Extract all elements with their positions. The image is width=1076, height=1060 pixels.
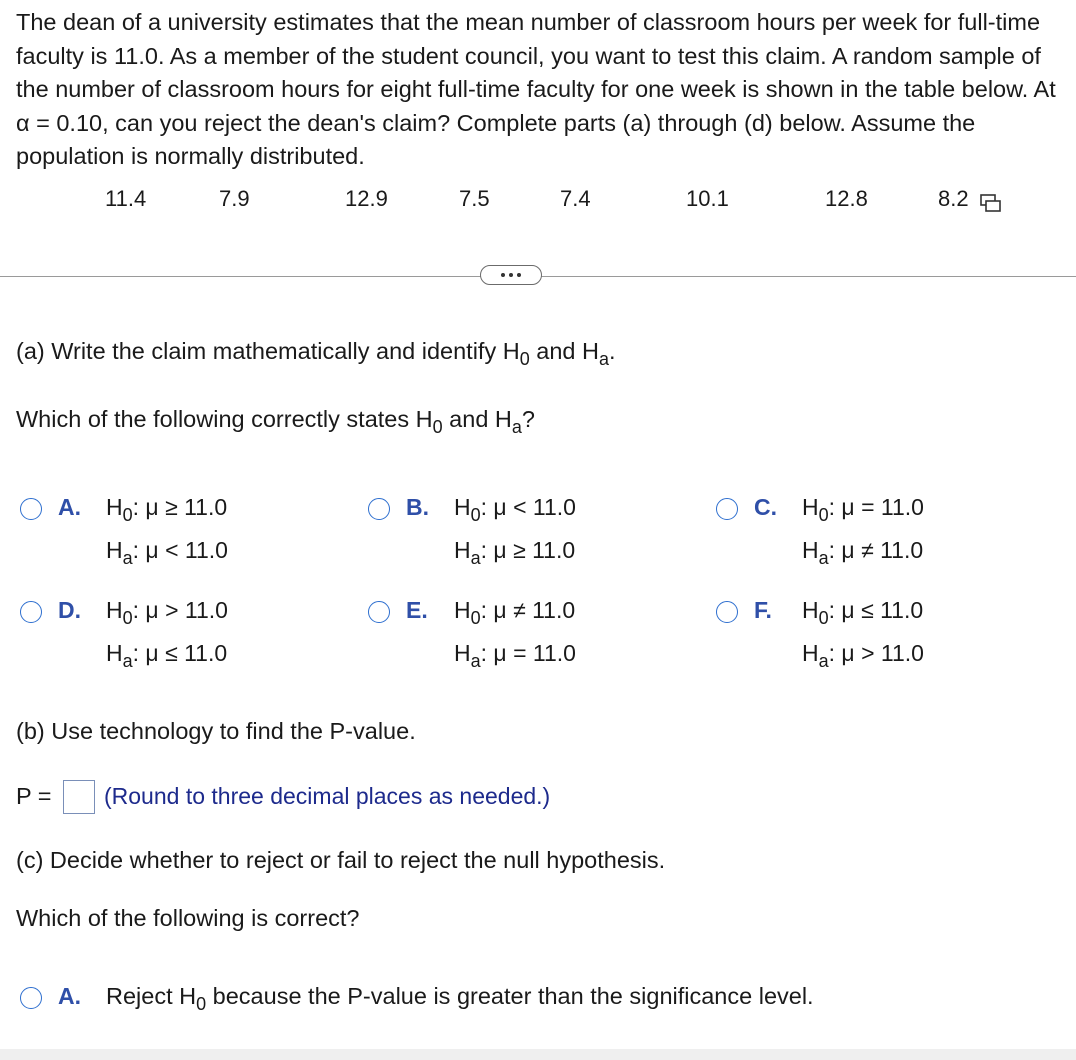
radio-button[interactable] <box>716 601 738 623</box>
radio-button[interactable] <box>716 498 738 520</box>
radio-button[interactable] <box>20 601 42 623</box>
null-hypothesis: $H_0$: μ ≤ 11.0 <box>802 597 924 628</box>
alt-hypothesis: $H_a$: μ = 11.0 <box>454 640 576 671</box>
data-value: 8.2 <box>938 186 969 211</box>
radio-button[interactable] <box>368 498 390 520</box>
part-a-prompt: (a) Write the claim mathematically and identify $H_0$ and $H_a$. <box>16 338 616 369</box>
part-c-option-a-text: Reject $H_0$ because the P-value is greater than the significance level. <box>106 983 814 1014</box>
null-hypothesis: $H_0$: μ > 11.0 <box>106 597 228 628</box>
alt-hypothesis: $H_a$: μ < 11.0 <box>106 537 228 568</box>
null-hypothesis: $H_0$: μ = 11.0 <box>802 494 924 525</box>
p-value-label: P = <box>16 783 52 809</box>
part-a-question: Which of the following correctly states $H_0$ and $H_a$? <box>16 406 535 437</box>
bottom-toolbar <box>0 1049 1076 1060</box>
null-hypothesis: $H_0$: μ < 11.0 <box>454 494 576 525</box>
data-value: 12.9 <box>345 186 388 211</box>
expand-more-button[interactable] <box>480 265 542 285</box>
radio-button[interactable] <box>20 498 42 520</box>
alt-hypothesis: $H_a$: μ ≠ 11.0 <box>802 537 924 568</box>
data-value: 7.4 <box>560 186 591 211</box>
alt-hypothesis: $H_a$: μ ≤ 11.0 <box>106 640 228 671</box>
part-c-question: Which of the following is correct? <box>16 905 360 931</box>
rounding-hint: (Round to three decimal places as needed.) <box>104 783 551 809</box>
radio-button[interactable] <box>368 601 390 623</box>
part-c-prompt: (c) Decide whether to reject or fail to reject the null hypothesis. <box>16 847 666 873</box>
p-value-input[interactable] <box>63 780 95 814</box>
alt-hypothesis: $H_a$: μ ≥ 11.0 <box>454 537 576 568</box>
problem-statement: The dean of a university estimates that the mean number of classroom hours per week for full-time faculty is 11.0. As a member of the student council, you want to test this claim. A random sample of the number of classroom hours for eight full-time faculty for one week is shown in the table below. At α = 0.10, can you reject the dean's claim? Complete parts (a) through (d) below. Assume the population is normally distributed. <box>16 9 1056 169</box>
data-value: 11.4 <box>105 186 147 211</box>
null-hypothesis: $H_0$: μ ≥ 11.0 <box>106 494 228 525</box>
dot-icon <box>509 273 513 277</box>
null-hypothesis: $H_0$: μ ≠ 11.0 <box>454 597 576 628</box>
alt-hypothesis: $H_a$: μ > 11.0 <box>802 640 924 671</box>
data-value: 12.8 <box>825 186 868 211</box>
part-b-prompt: (b) Use technology to find the P-value. <box>16 718 416 744</box>
data-value: 7.9 <box>219 186 250 211</box>
data-values-row <box>0 186 1076 220</box>
copy-data-icon[interactable] <box>980 194 1002 214</box>
dot-icon <box>501 273 505 277</box>
data-value: 7.5 <box>459 186 490 211</box>
dot-icon <box>517 273 521 277</box>
radio-button[interactable] <box>20 987 42 1009</box>
data-value: 10.1 <box>686 186 729 211</box>
